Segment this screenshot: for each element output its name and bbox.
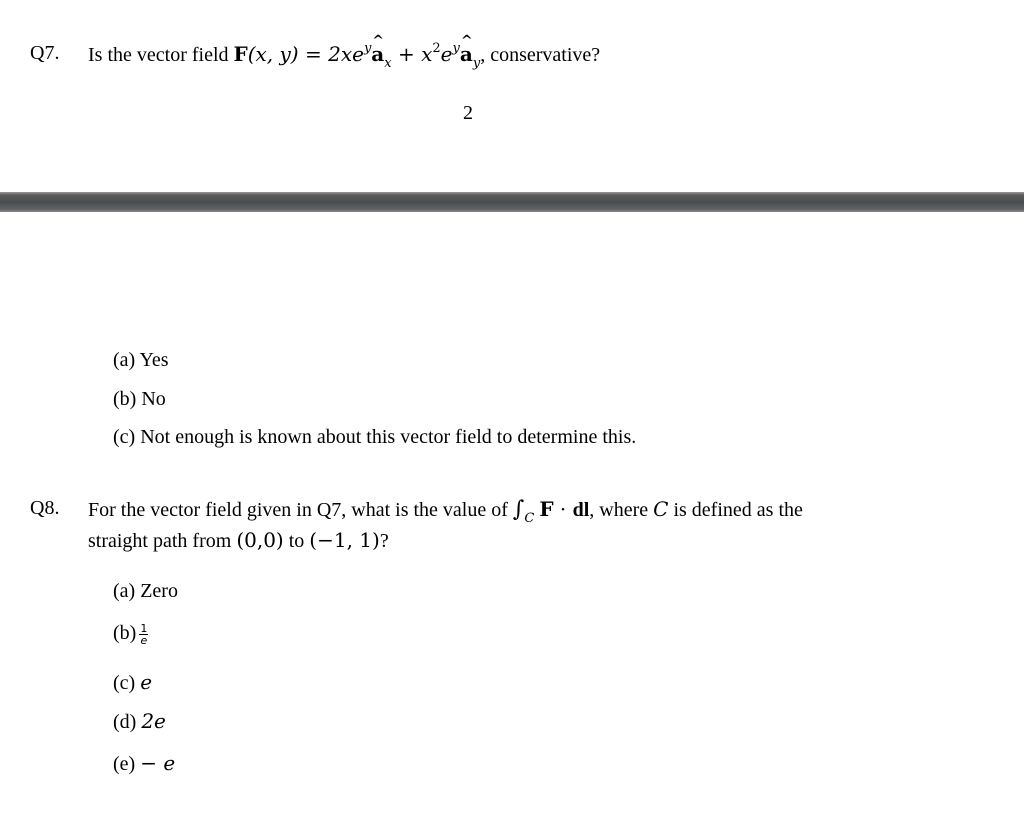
q8-option-b-fraction [139,623,148,646]
q7-equals: = [298,42,329,66]
q7-term2-e-exp: y [452,41,460,56]
q7-sub-y: y [472,56,481,71]
q8-option-e[interactable] [113,751,175,776]
q8-dot: · [553,497,573,521]
q8-option-b[interactable] [113,622,148,646]
q8-curve: C [653,497,669,521]
q8-question-line2 [88,528,389,553]
q8-option-b-prefix: (b) [113,622,137,644]
q8-number: Q8. [30,497,60,519]
q8-integral-sub: C [524,511,535,526]
q7-unit-y: ^ a [460,42,473,66]
q7-term1-exp: y [363,41,372,56]
q8-option-a-text: Zero [140,580,178,602]
q7-field-name: F [233,42,248,66]
q8-option-c[interactable] [113,670,152,695]
q8-option-d-prefix: (d) [113,711,137,733]
q8-option-e-prefix: (e) [113,753,136,775]
q8-option-a-prefix: (a) [113,580,136,602]
q8-integrand-f: F [539,497,554,521]
q7-text-before: Is the vector field [88,44,229,66]
q8-option-b-numerator: 1 [140,621,148,635]
q7-unit-x: ^ a [371,42,384,66]
q8-point2: (−1, 1) [309,528,380,552]
q8-to: to [288,530,305,552]
q7-term2-base: x [421,42,433,66]
q7-field-args: (x, y) [247,42,299,66]
page-number: 2 [463,102,473,124]
q8-option-b-denominator: e [140,633,148,647]
q7-number: Q7. [30,42,60,64]
q8-line2-end: ? [379,530,389,552]
q8-line1-after: , where [589,499,649,521]
q7-term2-exp: 2 [432,41,441,56]
q8-integrand-dl: dl [572,499,590,521]
q7-term1-coef: 2xe [328,42,364,66]
q7-sub-x: x [384,56,392,71]
q7-option-c[interactable]: (c) Not enough is known about this vector field to determine this. [113,426,637,448]
q7-term2-e: e [440,42,453,66]
q8-option-c-prefix: (c) [113,672,136,694]
q8-option-c-text: e [140,670,153,694]
q8-option-a[interactable] [113,580,178,603]
q8-option-d[interactable] [113,709,166,734]
q8-point1: (0,0) [236,528,284,552]
q8-integral-symbol: ∫ [512,497,525,522]
q8-line1-end: is defined as the [673,499,803,521]
q8-option-d-text: 2e [141,709,166,733]
q8-option-e-text: − e [140,751,176,775]
page-divider [0,192,1024,212]
q7-option-b[interactable]: (b) No [113,388,166,410]
q8-line2-text: straight path from [88,530,232,552]
q7-plus: + [391,42,422,66]
q7-text-after: , conservative? [480,44,601,66]
q8-line1-text: For the vector field given in Q7, what is the value of [88,499,508,521]
q8-question-line1 [88,497,803,526]
q7-option-a[interactable]: (a) Yes [113,349,169,371]
q7-question [88,41,601,71]
